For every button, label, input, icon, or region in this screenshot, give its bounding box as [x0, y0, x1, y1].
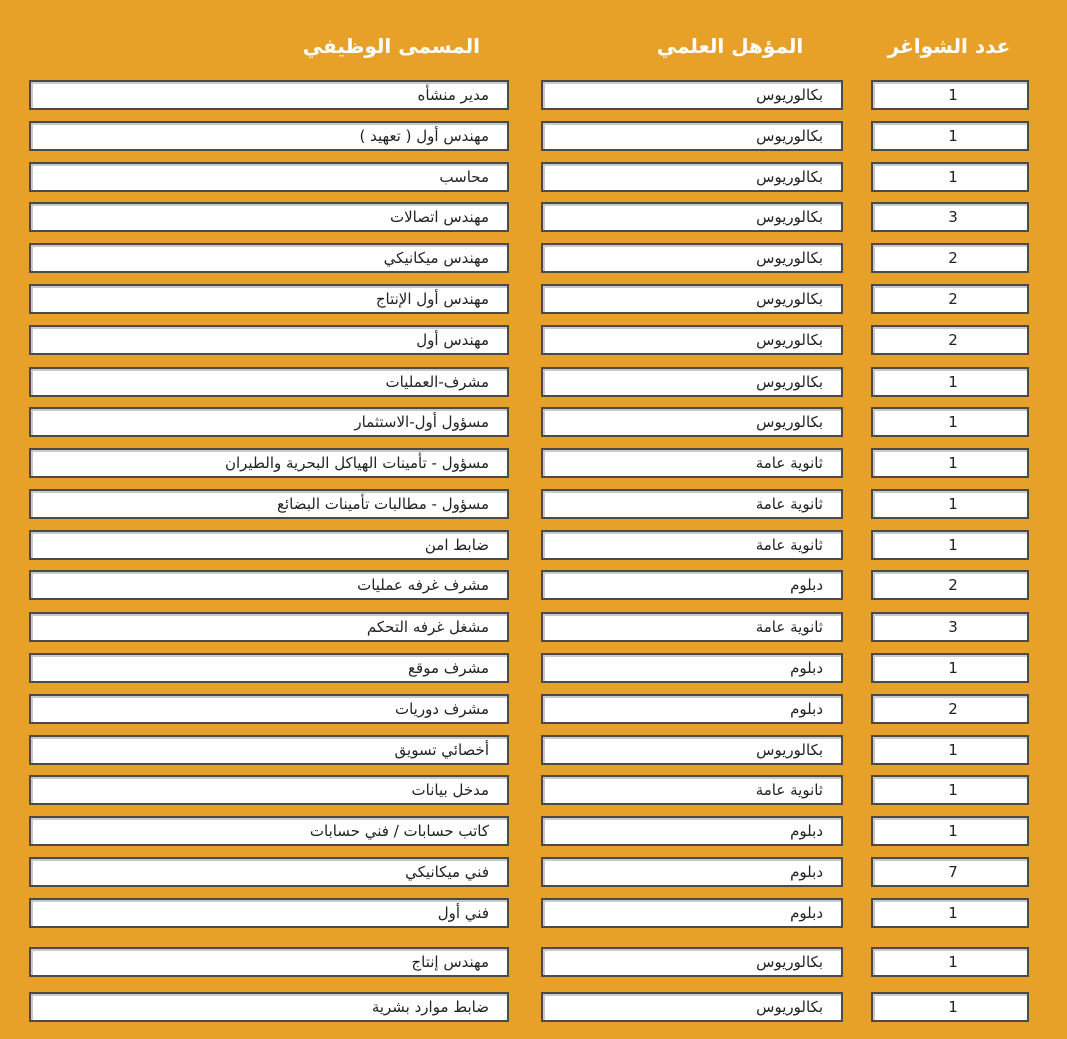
- job-title-cell: مشغل غرفه التحكم: [29, 612, 509, 642]
- header-vacancies: عدد الشواغر: [887, 34, 1011, 58]
- job-title-cell: أخصائي تسويق: [29, 735, 509, 765]
- qualification-cell: بكالوريوس: [541, 80, 843, 110]
- qualification-cell: دبلوم: [541, 857, 843, 887]
- table-row: [0, 857, 1067, 887]
- vacancies-cell: 2: [871, 570, 1029, 600]
- vacancies-cell: 1: [871, 121, 1029, 151]
- qualification-cell: ثانوية عامة: [541, 775, 843, 805]
- table-row: [0, 367, 1067, 397]
- qualification-cell: بكالوريوس: [541, 284, 843, 314]
- job-title-cell: مهندس ميكانيكي: [29, 243, 509, 273]
- qualification-cell: ثانوية عامة: [541, 489, 843, 519]
- vacancies-cell: 1: [871, 735, 1029, 765]
- qualification-cell: دبلوم: [541, 694, 843, 724]
- vacancies-cell: 1: [871, 898, 1029, 928]
- qualification-cell: بكالوريوس: [541, 367, 843, 397]
- table-row: [0, 284, 1067, 314]
- vacancies-cell: 1: [871, 816, 1029, 846]
- vacancies-cell: 2: [871, 694, 1029, 724]
- vacancies-cell: 1: [871, 489, 1029, 519]
- vacancies-cell: 1: [871, 775, 1029, 805]
- table-row: [0, 325, 1067, 355]
- table-row: [0, 612, 1067, 642]
- job-title-cell: مسؤول أول-الاستثمار: [29, 407, 509, 437]
- qualification-cell: بكالوريوس: [541, 735, 843, 765]
- qualification-cell: بكالوريوس: [541, 162, 843, 192]
- qualification-cell: دبلوم: [541, 898, 843, 928]
- vacancies-cell: 3: [871, 612, 1029, 642]
- job-title-cell: كاتب حسابات / فني حسابات: [29, 816, 509, 846]
- qualification-cell: بكالوريوس: [541, 202, 843, 232]
- table-row: [0, 121, 1067, 151]
- vacancies-cell: 2: [871, 243, 1029, 273]
- qualification-cell: بكالوريوس: [541, 121, 843, 151]
- table-row: [0, 775, 1067, 805]
- header-job-title: المسمى الوظيفي: [302, 34, 480, 58]
- qualification-cell: دبلوم: [541, 570, 843, 600]
- table-row: [0, 407, 1067, 437]
- vacancies-cell: 1: [871, 448, 1029, 478]
- table-row: [0, 570, 1067, 600]
- vacancies-cell: 1: [871, 653, 1029, 683]
- job-title-cell: مهندس أول: [29, 325, 509, 355]
- table-row: [0, 694, 1067, 724]
- table-row: [0, 489, 1067, 519]
- job-title-cell: مهندس اتصالات: [29, 202, 509, 232]
- vacancies-cell: 7: [871, 857, 1029, 887]
- table-row: [0, 243, 1067, 273]
- vacancies-cell: 1: [871, 80, 1029, 110]
- table-row: [0, 816, 1067, 846]
- table-row: [0, 202, 1067, 232]
- qualification-cell: بكالوريوس: [541, 992, 843, 1022]
- vacancies-cell: 1: [871, 407, 1029, 437]
- qualification-cell: بكالوريوس: [541, 947, 843, 977]
- table-row: [0, 735, 1067, 765]
- job-title-cell: مدير منشأه: [29, 80, 509, 110]
- job-title-cell: مسؤول - مطالبات تأمينات البضائع: [29, 489, 509, 519]
- job-title-cell: مسؤول - تأمينات الهياكل البحرية والطيران: [29, 448, 509, 478]
- vacancies-cell: 1: [871, 992, 1029, 1022]
- qualification-cell: بكالوريوس: [541, 407, 843, 437]
- table-row: [0, 80, 1067, 110]
- job-title-cell: فني ميكانيكي: [29, 857, 509, 887]
- vacancies-cell: 3: [871, 202, 1029, 232]
- vacancies-cell: 1: [871, 367, 1029, 397]
- table-row: [0, 898, 1067, 928]
- table-row: [0, 947, 1067, 977]
- table-row: [0, 162, 1067, 192]
- job-title-cell: مشرف موقع: [29, 653, 509, 683]
- job-title-cell: مدخل بيانات: [29, 775, 509, 805]
- qualification-cell: ثانوية عامة: [541, 448, 843, 478]
- job-title-cell: فني أول: [29, 898, 509, 928]
- job-title-cell: مشرف دوريات: [29, 694, 509, 724]
- job-title-cell: مهندس إنتاج: [29, 947, 509, 977]
- vacancies-cell: 2: [871, 325, 1029, 355]
- qualification-cell: ثانوية عامة: [541, 530, 843, 560]
- qualification-cell: ثانوية عامة: [541, 612, 843, 642]
- job-title-cell: محاسب: [29, 162, 509, 192]
- job-title-cell: مشرف-العمليات: [29, 367, 509, 397]
- table-row: [0, 653, 1067, 683]
- table-row: [0, 530, 1067, 560]
- header-qualification: المؤهل العلمي: [656, 34, 804, 58]
- qualification-cell: دبلوم: [541, 816, 843, 846]
- vacancies-cell: 1: [871, 162, 1029, 192]
- vacancies-cell: 1: [871, 947, 1029, 977]
- vacancies-cell: 1: [871, 530, 1029, 560]
- vacancies-cell: 2: [871, 284, 1029, 314]
- job-title-cell: ضابط موارد بشرية: [29, 992, 509, 1022]
- qualification-cell: بكالوريوس: [541, 243, 843, 273]
- job-title-cell: مهندس أول ( تعهيد ): [29, 121, 509, 151]
- job-title-cell: مشرف غرفه عمليات: [29, 570, 509, 600]
- qualification-cell: دبلوم: [541, 653, 843, 683]
- table-row: [0, 448, 1067, 478]
- job-title-cell: مهندس أول الإنتاج: [29, 284, 509, 314]
- table-row: [0, 992, 1067, 1022]
- job-title-cell: ضابط امن: [29, 530, 509, 560]
- qualification-cell: بكالوريوس: [541, 325, 843, 355]
